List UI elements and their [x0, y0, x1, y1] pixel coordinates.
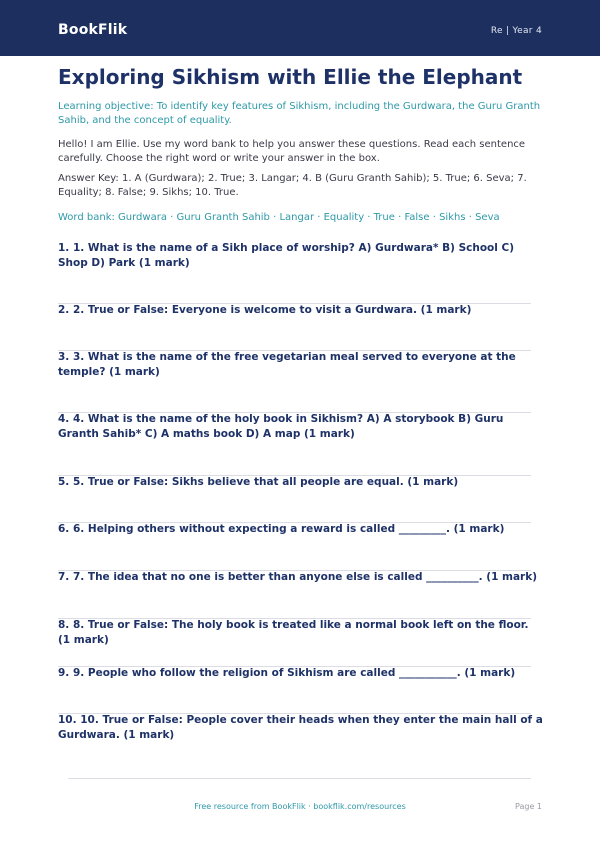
- answer-key: Answer Key: 1. A (Gurdwara); 2. True; 3. Langar; 4. B (Guru Granth Sahib); 5. True; 6. Seva; 7. Equality; 8. False; 9. Sikhs; 10. True.: [58, 173, 527, 198]
- question-8: 8. 8. True or False: The holy book is treated like a normal book left on the floor. (1 mark): [58, 619, 529, 646]
- question-7: 7. 7. The idea that no one is better than anyone else is called __________. (1 mark): [58, 571, 538, 583]
- learning-objective: Learning objective: To identify key features of Sikhism, including the Gurdwara, the Guru Granth Sahib, and the concept of equality.: [58, 101, 541, 126]
- footer-divider: [68, 778, 531, 779]
- intro-text: Hello! I am Ellie. Use my word bank to help you answer these questions. Read each sentence carefully. Choose the right word or write your answer in the box.: [58, 139, 526, 164]
- question-10: 10. 10. True or False: People cover their heads when they enter the main hall of a Gurdwara. (1 mark): [58, 714, 543, 741]
- header-bar: [0, 0, 600, 56]
- subject-year-label: Re | Year 4: [490, 26, 542, 36]
- page-number: Page 1: [515, 802, 542, 811]
- question-4: 4. 4. What is the name of the holy book in Sikhism? A) A storybook B) Guru Granth Sahib* C) A maths book D) A map (1 mark): [58, 413, 504, 440]
- question-2: 2. 2. True or False: Everyone is welcome to visit a Gurdwara. (1 mark): [58, 304, 472, 316]
- page-title: Exploring Sikhism with Ellie the Elephant: [58, 65, 523, 89]
- question-5: 5. 5. True or False: Sikhs believe that all people are equal. (1 mark): [58, 476, 459, 488]
- question-9: 9. 9. People who follow the religion of Sikhism are called ___________. (1 mark): [58, 667, 516, 679]
- footer-link[interactable]: Free resource from BookFlik · bookflik.com/resources: [194, 802, 406, 811]
- word-bank: Word bank: Gurdwara · Guru Granth Sahib · Langar · Equality · True · False · Sikhs · Seva: [58, 212, 500, 223]
- question-1: 1. 1. What is the name of a Sikh place of worship? A) Gurdwara* B) School C) Shop D) Park (1 mark): [58, 242, 515, 269]
- question-6: 6. 6. Helping others without expecting a reward is called _________. (1 mark): [58, 523, 505, 535]
- question-3: 3. 3. What is the name of the free vegetarian meal served to everyone at the temple? (1 mark): [58, 351, 516, 378]
- brand-logo[interactable]: BookFlik: [58, 22, 128, 38]
